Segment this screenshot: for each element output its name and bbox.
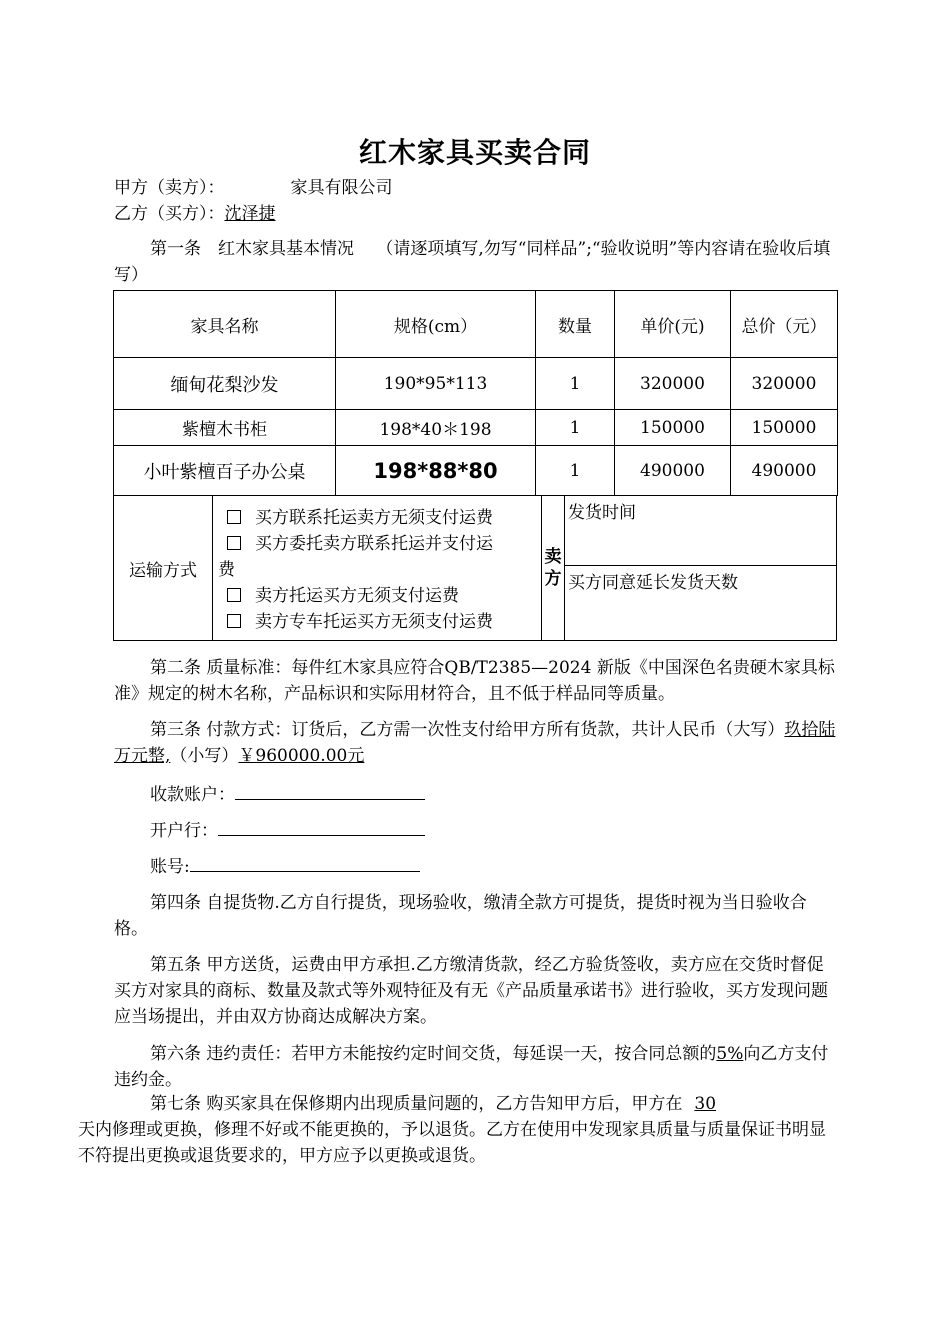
amount-in-words: 玖拾陆万元整, [114, 720, 836, 766]
shipping-options [213, 505, 543, 635]
row-spec: 190*95*113 [336, 358, 536, 410]
header-total-price: 总价（元） [731, 291, 838, 358]
checkbox-icon[interactable] [227, 614, 241, 628]
document-title: 红木家具买卖合同 [358, 136, 591, 169]
article-6-tail: 向乙方支付违约金。 [114, 1044, 829, 1090]
delay-days-label: 买方同意延长发货天数 [568, 573, 738, 593]
bank-label: 开户行： [150, 821, 218, 841]
payee-account-line [150, 781, 425, 808]
row-spec: 198*88*80 [336, 446, 536, 496]
row-qty: 1 [536, 358, 615, 410]
table-row [114, 410, 838, 446]
header-name: 家具名称 [114, 291, 336, 358]
row-qty: 1 [536, 446, 615, 496]
article-5: 第五条 甲方送货，运费由甲方承担.乙方缴清货款，经乙方验货签收，卖方应在交货时督促买方对家具的商标、数量及款式等外观特征及有无《产品质量承诺书》进行验收，买方发现问题应当场提出，并由双方协商达成解决方案。 [114, 955, 828, 1027]
shipping-option-label: 卖方托运买方无须支付运费 [255, 586, 459, 606]
article-7-text: 第七条 购买家具在保修期内出现质量问题的，乙方告知甲方后，甲方在 [150, 1094, 683, 1114]
delay-days-field[interactable] [565, 566, 837, 640]
ship-time-field[interactable] [565, 496, 837, 566]
row-total-price: 490000 [731, 446, 838, 496]
row-spec: 198*40＊198 [336, 410, 536, 446]
shipping-option-continuation: 费 [218, 560, 235, 580]
row-name: 紫檀木书柜 [114, 410, 336, 446]
row-total-price: 320000 [731, 358, 838, 410]
row-name: 小叶紫檀百子办公桌 [114, 446, 336, 496]
row-unit-price: 150000 [615, 410, 731, 446]
goods-table [113, 290, 838, 496]
article-3-text: 第三条 付款方式：订货后，乙方需一次性支付给甲方所有货款，共计人民币（大写） [150, 720, 785, 740]
row-qty: 1 [536, 410, 615, 446]
bank-input[interactable] [218, 817, 425, 836]
party-b-label: 乙方（买方）： [114, 204, 225, 224]
table-row [114, 358, 838, 410]
penalty-percent: 5% [716, 1044, 744, 1064]
shipping-option-label: 买方联系托运卖方无须支付运费 [255, 508, 493, 528]
table-row [114, 446, 838, 496]
party-b-line [114, 201, 276, 227]
row-name: 缅甸花梨沙发 [114, 358, 336, 410]
payee-account-label: 收款账户： [150, 785, 235, 805]
seller-label-char: 方 [544, 569, 562, 589]
checkbox-icon[interactable] [227, 588, 241, 602]
shipping-option[interactable] [213, 609, 543, 635]
payee-account-input[interactable] [235, 781, 425, 800]
party-a-name: 家具有限公司 [290, 178, 393, 198]
shipping-option-label: 卖方专车托运买方无须支付运费 [255, 612, 493, 632]
shipping-option-label: 买方委托卖方联系托运并支付运 [255, 534, 493, 554]
seller-label-char: 卖 [544, 547, 562, 567]
party-a-label: 甲方（卖方）： [114, 178, 225, 198]
checkbox-icon[interactable] [227, 536, 241, 550]
article-6 [114, 1041, 840, 1093]
account-number-input[interactable] [190, 853, 420, 872]
header-unit-price: 单价(元) [615, 291, 731, 358]
row-unit-price: 490000 [615, 446, 731, 496]
article-3 [114, 717, 840, 769]
amount-small-label: （小写） [170, 746, 239, 766]
shipping-option[interactable] [213, 531, 543, 557]
shipping-section [113, 496, 837, 641]
bank-line [150, 817, 425, 844]
row-total-price: 150000 [731, 410, 838, 446]
table-header-row [114, 291, 838, 358]
article-1: 第一条 红木家具基本情况 （请逐项填写,勿写“同样品”;“验收说明”等内容请在验收后填写） [114, 239, 831, 285]
shipping-option[interactable] [213, 583, 543, 609]
header-spec: 规格(cm） [336, 291, 536, 358]
party-b-name: 沈泽捷 [224, 204, 276, 224]
article-4: 第四条 自提货物.乙方自行提货，现场验收，缴清全款方可提货，提货时视为当日验收合格。 [114, 893, 807, 939]
seller-label [541, 496, 565, 640]
article-2: 第二条 质量标准：每件红木家具应符合QB/T2385—2024 新版《中国深色名贵硬木家具标准》规定的树木名称，产品标识和实际用材符合，且不低于样品同等质量。 [114, 658, 835, 704]
header-qty: 数量 [536, 291, 615, 358]
ship-time-label: 发货时间 [568, 503, 636, 523]
amount-in-numbers: ￥960000.00元 [238, 746, 365, 766]
shipping-label: 运输方式 [114, 496, 213, 640]
party-a-line [114, 175, 393, 201]
row-unit-price: 320000 [615, 358, 731, 410]
article-7-tail: 天内修理或更换，修理不好或不能更换的，予以退货。乙方在使用中发现家具质量与质量保证书明显不符提出更换或退货要求的，甲方应予以更换或退货。 [78, 1120, 826, 1166]
article-7 [78, 1091, 840, 1169]
shipping-option[interactable] [213, 505, 543, 531]
account-number-label: 账号: [150, 857, 190, 877]
repair-days: 30 [694, 1094, 717, 1114]
article-6-text: 第六条 违约责任：若甲方未能按约定时间交货，每延误一天，按合同总额的 [150, 1044, 717, 1064]
account-number-line [150, 853, 420, 880]
checkbox-icon[interactable] [227, 510, 241, 524]
